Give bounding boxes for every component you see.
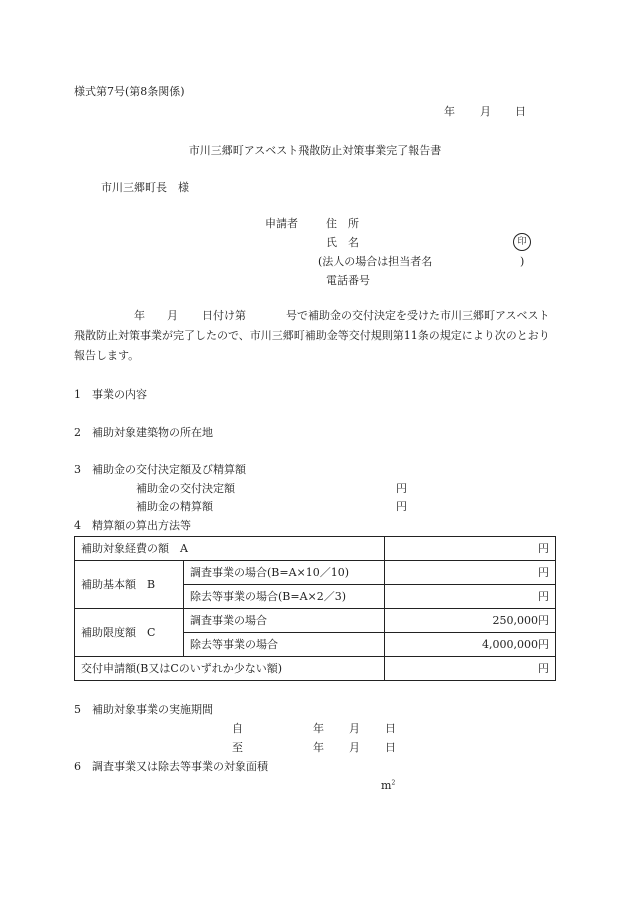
section-3-heading: 3 補助金の交付決定額及び精算額 — [74, 463, 246, 476]
date-year: 年 — [444, 105, 455, 118]
request-value-cell: 円 — [385, 657, 556, 681]
period-from-label: 自 — [232, 722, 243, 735]
period-from-year: 年 — [313, 722, 324, 735]
corporate-note: (法人の場合は担当者名 — [318, 255, 433, 268]
date-day: 日 — [515, 105, 526, 118]
base-removal-label-cell: 除去等事業の場合(B=A×2／3) — [184, 585, 385, 609]
base-survey-label-cell: 調査事業の場合(B=A×10／10) — [184, 561, 385, 585]
cost-value-cell: 円 — [385, 537, 556, 561]
request-label-cell: 交付申請額(B又はCのいずれか少ない額) — [75, 657, 385, 681]
limit-removal-label-cell: 除去等事業の場合 — [184, 633, 385, 657]
seal-mark: 印 — [513, 233, 531, 251]
table-row — [75, 537, 556, 561]
period-to-year: 年 — [313, 741, 324, 754]
section-4-heading: 4 精算額の算出方法等 — [74, 519, 191, 532]
limit-survey-label-cell: 調査事業の場合 — [184, 609, 385, 633]
decided-amount-label: 補助金の交付決定額 — [136, 482, 235, 495]
limit-removal-value-cell: 4,000,000円 — [385, 633, 556, 657]
date-month: 月 — [480, 105, 491, 118]
document-title: 市川三郷町アスベスト飛散防止対策事業完了報告書 — [188, 144, 442, 157]
applicant-label: 申請者 — [265, 217, 298, 230]
base-amount-label-cell: 補助基本額 B — [75, 561, 184, 609]
settled-amount-label: 補助金の精算額 — [136, 500, 213, 513]
intro-year: 年 — [134, 309, 145, 322]
limit-survey-value-cell: 250,000円 — [385, 609, 556, 633]
section-2-heading: 2 補助対象建築物の所在地 — [74, 426, 213, 439]
period-from-month: 月 — [349, 722, 360, 735]
name-label: 氏 名 — [326, 236, 359, 249]
period-to-day: 日 — [385, 741, 396, 754]
table-row — [75, 657, 556, 681]
intro-paragraph — [74, 306, 556, 366]
table-row — [75, 609, 556, 633]
area-unit — [381, 780, 395, 791]
section-1-heading: 1 事業の内容 — [74, 388, 147, 401]
period-to-label: 至 — [232, 741, 243, 754]
area-unit-base: m — [381, 779, 392, 792]
base-survey-value-cell: 円 — [385, 561, 556, 585]
section-5-heading: 5 補助対象事業の実施期間 — [74, 703, 213, 716]
settled-amount-unit: 円 — [396, 500, 407, 513]
intro-text: 号で補助金の交付決定を受けた市川三郷町アスベスト飛散防止対策事業が完了したので、市川三郷町補助金等交付規則第11条の規定により次のとおり報告します。 — [74, 309, 550, 362]
intro-date-no: 日付け第 — [202, 309, 246, 322]
addressee: 市川三郷町長 様 — [101, 181, 189, 194]
table-row — [75, 561, 556, 585]
period-to-month: 月 — [349, 741, 360, 754]
address-label: 住 所 — [326, 217, 359, 230]
corporate-note-close: ) — [520, 255, 525, 268]
decided-amount-unit: 円 — [396, 482, 407, 495]
form-number: 様式第7号(第8条関係) — [74, 85, 185, 98]
intro-month: 月 — [167, 309, 178, 322]
phone-label: 電話番号 — [326, 274, 370, 287]
cost-label-cell: 補助対象経費の額 A — [75, 537, 385, 561]
calculation-table — [74, 536, 556, 681]
limit-label-cell: 補助限度額 C — [75, 609, 184, 657]
area-unit-exponent: 2 — [391, 779, 396, 787]
base-removal-value-cell: 円 — [385, 585, 556, 609]
section-6-heading: 6 調査事業又は除去等事業の対象面積 — [74, 760, 268, 773]
period-from-day: 日 — [385, 722, 396, 735]
